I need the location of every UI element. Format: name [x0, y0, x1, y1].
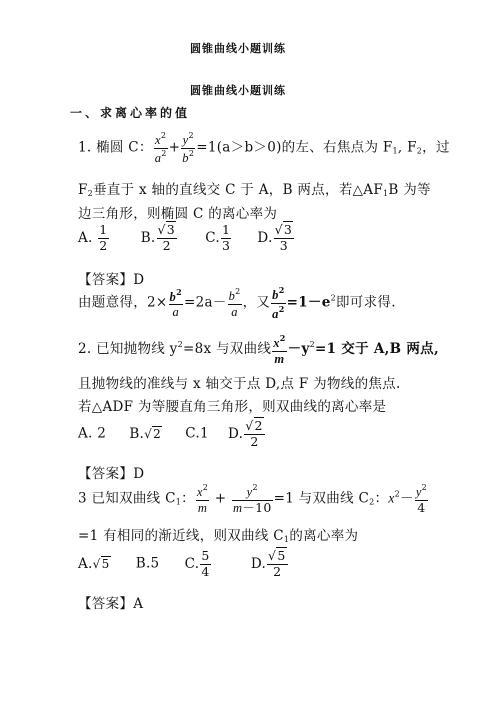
q1-expl-mid2: ，又: [242, 294, 271, 311]
q2-line2: 且抛物线的准线与 x 轴交于点 D,点 F 为物线的焦点.: [78, 376, 401, 392]
q2-option-a: A. 2: [78, 425, 107, 442]
q2-option-d: D. $\frac{√2}{2}$: [228, 418, 263, 449]
q3-option-b: B.5: [135, 555, 160, 572]
q1-stem-end: ，过: [422, 139, 450, 156]
q1-stem-cond: =1(a＞b＞0)的左、右焦点为 F: [196, 139, 393, 156]
q3-option-c: C. $\frac{5}{4}$: [184, 548, 210, 579]
header-title: 圆锥曲线小题训练: [190, 42, 286, 55]
q1-answer: 【答案】D: [78, 272, 145, 288]
q3-options: [78, 550, 289, 578]
q3-stem-line2-end: 的离心率为: [289, 528, 359, 544]
q2-line3: 若△ADF 为等腰直角三角形，则双曲线的离心率是: [78, 399, 387, 415]
q1-line3: 边三角形，则椭圆 C 的离心率为: [78, 206, 278, 222]
q2-stem-end: =1 交于 A,B 两点,: [314, 341, 439, 357]
q1-explanation: 由题意得，2× $\frac{b^2}{a}$ =2a－ $\frac{b^2}{a}$ ，又 $\frac{b^2}{a^2}$ $=1-e^2$即可求得.: [78, 285, 396, 321]
section-heading: 一、求离心率的值: [70, 106, 191, 120]
q3-option-d: D. $\frac{√5}{2}$: [250, 548, 286, 579]
q1-expl-mid1: =2a－: [183, 294, 227, 311]
q1-options: [78, 224, 295, 252]
q1-expl-start: 由题意得，2×: [78, 294, 168, 311]
q1-option-b: B. $\frac{√3}{2}$: [140, 222, 176, 253]
q2-stem-start: 2. 已知抛物线 y: [78, 341, 178, 357]
q3-line2: =1 有相同的渐近线，则双曲线 $C_1$的离心率为: [78, 528, 359, 544]
q2-options: [78, 420, 266, 448]
q1-option-c: C. $\frac{1}{3}$: [205, 222, 231, 253]
q2-option-c: C.1: [185, 425, 209, 442]
q1-line1: 1. 椭圆 C： $\frac{x^2}{a^2}$ + $\frac{y^2}{b^2}$ =1(a＞b＞0)的左、右焦点为 $F_1$, $F_2$，过: [78, 131, 450, 165]
q2-stem-hyperbola: －y: [287, 341, 310, 357]
q3-answer: 【答案】A: [78, 596, 144, 612]
q3-option-a: A.√5: [78, 555, 110, 572]
q1-stem-line2-end: B 为等: [388, 182, 431, 198]
q3-stem-line2: =1 有相同的渐近线，则双曲线 C: [78, 528, 284, 544]
q1-line2: $F_2$垂直于 x 轴的直线交 C 于 A，B 两点，若$\triangle AF_1B$ 为等: [78, 182, 431, 198]
q2-option-b: B.√2: [129, 425, 162, 442]
q3-line1: 3 已知双曲线 $C_1$： $\frac{x^2}{m}$ + $\frac{y^2}{m-10}$ =1 与双曲线 $C_2$：$x^2-$ $\frac{y^2}{4}$: [78, 483, 428, 515]
q1-option-d: D. $\frac{√3}{3}$: [257, 222, 293, 253]
q2-line1: 2. 已知抛物线 $y^2=8x$ 与双曲线 $\frac{x^2}{m}$ $-y^2=1$ 交于 A,B 两点,: [78, 333, 439, 366]
q1-expl-mid3: =1－e: [286, 294, 331, 311]
q1-stem-line2: 垂直于 x 轴的直线交 C 于 A，B 两点，若△AF: [93, 182, 384, 198]
q1-option-a: A. $\frac{1}{2}$: [78, 222, 108, 253]
q1-expl-end: 即可求得.: [336, 294, 396, 311]
q1-stem-start: 1. 椭圆 C：: [78, 139, 153, 156]
q3-stem-mid: =1 与双曲线 C: [273, 490, 370, 507]
q3-stem-start: 3 已知双曲线 C: [78, 490, 176, 507]
doc-title: 圆锥曲线小题训练: [190, 84, 286, 97]
q2-answer: 【答案】D: [78, 466, 145, 482]
q2-stem-mid: =8x 与双曲线: [182, 341, 272, 357]
